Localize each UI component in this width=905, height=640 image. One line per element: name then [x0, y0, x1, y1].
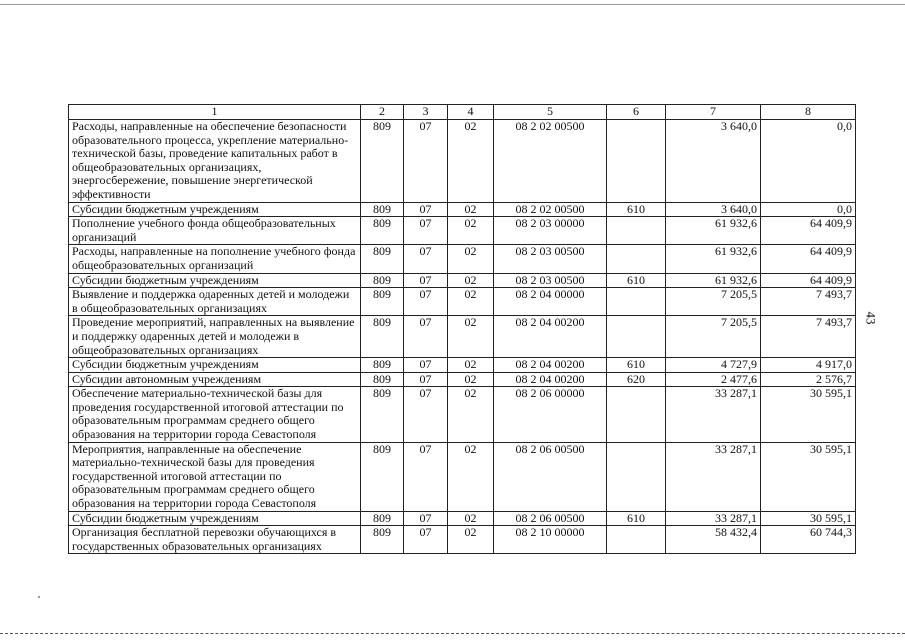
scan-speck — [38, 596, 40, 598]
row-section: 07 — [404, 120, 448, 203]
table-row — [69, 358, 856, 373]
row-section: 07 — [404, 526, 448, 554]
row-subsection: 02 — [448, 526, 494, 554]
row-subsection: 02 — [448, 387, 494, 442]
row-section: 07 — [404, 288, 448, 316]
row-amount-7: 4 727,9 — [666, 358, 761, 373]
row-amount-8: 4 917,0 — [761, 358, 856, 373]
row-amount-8: 30 595,1 — [761, 511, 856, 526]
row-amount-7: 3 640,0 — [666, 120, 761, 203]
row-name: Организация бесплатной перевозки обучающихся в государственных образовательных организациях — [69, 526, 361, 554]
row-name: Обеспечение материально-технической базы для проведения государственной итоговой аттестации по образовательным программам среднего общего образования на территории города Севастополя — [69, 387, 361, 442]
row-amount-7: 33 287,1 — [666, 442, 761, 511]
row-ministry-code: 809 — [361, 526, 404, 554]
row-subsection: 02 — [448, 273, 494, 288]
row-section: 07 — [404, 511, 448, 526]
row-section: 07 — [404, 316, 448, 358]
top-border-line — [0, 4, 905, 5]
table-row — [69, 316, 856, 358]
row-expense-type: 610 — [607, 511, 666, 526]
table-row — [69, 511, 856, 526]
row-subsection: 02 — [448, 120, 494, 203]
row-name: Мероприятия, направленные на обеспечение материально-технической базы для проведения государственной итоговой аттестации по образовательным программам среднего общего образования на территории города Севастополя — [69, 442, 361, 511]
header-row — [69, 105, 856, 120]
row-target-article: 08 2 03 00000 — [494, 217, 607, 245]
row-amount-7: 7 205,5 — [666, 288, 761, 316]
row-amount-8: 2 576,7 — [761, 372, 856, 387]
row-target-article: 08 2 04 00200 — [494, 372, 607, 387]
row-section: 07 — [404, 372, 448, 387]
row-ministry-code: 809 — [361, 387, 404, 442]
row-ministry-code: 809 — [361, 217, 404, 245]
row-ministry-code: 809 — [361, 273, 404, 288]
row-target-article: 08 2 02 00500 — [494, 202, 607, 217]
row-amount-8: 64 409,9 — [761, 273, 856, 288]
row-subsection: 02 — [448, 442, 494, 511]
row-target-article: 08 2 03 00500 — [494, 273, 607, 288]
row-subsection: 02 — [448, 358, 494, 373]
row-ministry-code: 809 — [361, 245, 404, 273]
row-section: 07 — [404, 387, 448, 442]
row-amount-8: 30 595,1 — [761, 442, 856, 511]
row-subsection: 02 — [448, 511, 494, 526]
row-section: 07 — [404, 358, 448, 373]
row-amount-7: 61 932,6 — [666, 245, 761, 273]
table-row — [69, 372, 856, 387]
row-name: Пополнение учебного фонда общеобразовательных организаций — [69, 217, 361, 245]
row-target-article: 08 2 04 00000 — [494, 288, 607, 316]
row-ministry-code: 809 — [361, 288, 404, 316]
row-ministry-code: 809 — [361, 442, 404, 511]
row-name: Расходы, направленные на пополнение учебного фонда общеобразовательных организаций — [69, 245, 361, 273]
row-amount-8: 64 409,9 — [761, 245, 856, 273]
column-header-2: 2 — [361, 105, 404, 120]
row-name: Выявление и поддержка одаренных детей и молодежи в общеобразовательных организациях — [69, 288, 361, 316]
column-header-3: 3 — [404, 105, 448, 120]
row-target-article: 08 2 06 00500 — [494, 442, 607, 511]
column-header-8: 8 — [761, 105, 856, 120]
row-amount-7: 61 932,6 — [666, 273, 761, 288]
row-subsection: 02 — [448, 288, 494, 316]
row-name: Субсидии автономным учреждениям — [69, 372, 361, 387]
row-amount-8: 0,0 — [761, 120, 856, 203]
row-expense-type: 610 — [607, 273, 666, 288]
row-section: 07 — [404, 217, 448, 245]
row-name: Расходы, направленные на обеспечение безопасности образовательного процесса, укрепление материально-технической базы, проведение капитальных работ в общеобразовательных организациях, энергосбережение, повышение энергетической эффективности — [69, 120, 361, 203]
row-amount-7: 3 640,0 — [666, 202, 761, 217]
column-header-6: 6 — [607, 105, 666, 120]
row-expense-type — [607, 217, 666, 245]
row-expense-type: 610 — [607, 358, 666, 373]
row-amount-7: 33 287,1 — [666, 511, 761, 526]
row-expense-type: 620 — [607, 372, 666, 387]
row-ministry-code: 809 — [361, 120, 404, 203]
row-subsection: 02 — [448, 372, 494, 387]
row-ministry-code: 809 — [361, 511, 404, 526]
row-subsection: 02 — [448, 316, 494, 358]
table-body — [69, 120, 856, 554]
row-target-article: 08 2 04 00200 — [494, 316, 607, 358]
row-subsection: 02 — [448, 217, 494, 245]
row-name: Субсидии бюджетным учреждениям — [69, 202, 361, 217]
row-expense-type — [607, 120, 666, 203]
row-target-article: 08 2 02 00500 — [494, 120, 607, 203]
row-amount-7: 2 477,6 — [666, 372, 761, 387]
row-target-article: 08 2 03 00500 — [494, 245, 607, 273]
row-amount-8: 30 595,1 — [761, 387, 856, 442]
row-expense-type — [607, 288, 666, 316]
row-ministry-code: 809 — [361, 372, 404, 387]
column-header-4: 4 — [448, 105, 494, 120]
table-row — [69, 442, 856, 511]
row-target-article: 08 2 06 00000 — [494, 387, 607, 442]
row-name: Субсидии бюджетным учреждениям — [69, 273, 361, 288]
row-ministry-code: 809 — [361, 202, 404, 217]
row-target-article: 08 2 04 00200 — [494, 358, 607, 373]
row-expense-type — [607, 387, 666, 442]
row-name: Субсидии бюджетным учреждениям — [69, 358, 361, 373]
column-header-5: 5 — [494, 105, 607, 120]
table-row — [69, 273, 856, 288]
table-row — [69, 217, 856, 245]
row-expense-type: 610 — [607, 202, 666, 217]
row-section: 07 — [404, 202, 448, 217]
row-section: 07 — [404, 442, 448, 511]
budget-table — [68, 104, 856, 554]
row-amount-7: 33 287,1 — [666, 387, 761, 442]
row-ministry-code: 809 — [361, 358, 404, 373]
table-row — [69, 387, 856, 442]
page-number: 43 — [863, 311, 879, 325]
table-row — [69, 245, 856, 273]
row-subsection: 02 — [448, 245, 494, 273]
row-subsection: 02 — [448, 202, 494, 217]
bottom-border-line — [0, 633, 905, 634]
column-header-7: 7 — [666, 105, 761, 120]
row-target-article: 08 2 06 00500 — [494, 511, 607, 526]
row-amount-8: 7 493,7 — [761, 316, 856, 358]
row-amount-7: 58 432,4 — [666, 526, 761, 554]
row-amount-8: 64 409,9 — [761, 217, 856, 245]
row-expense-type — [607, 316, 666, 358]
row-amount-7: 7 205,5 — [666, 316, 761, 358]
row-target-article: 08 2 10 00000 — [494, 526, 607, 554]
row-name: Проведение мероприятий, направленных на выявление и поддержку одаренных детей и молодежи в общеобразовательных организациях — [69, 316, 361, 358]
row-expense-type — [607, 245, 666, 273]
column-header-1: 1 — [69, 105, 361, 120]
row-section: 07 — [404, 273, 448, 288]
row-name: Субсидии бюджетным учреждениям — [69, 511, 361, 526]
table-row — [69, 526, 856, 554]
row-expense-type — [607, 442, 666, 511]
table-row — [69, 202, 856, 217]
row-expense-type — [607, 526, 666, 554]
row-amount-8: 0,0 — [761, 202, 856, 217]
row-amount-8: 60 744,3 — [761, 526, 856, 554]
row-ministry-code: 809 — [361, 316, 404, 358]
table-row — [69, 120, 856, 203]
table-row — [69, 288, 856, 316]
row-amount-8: 7 493,7 — [761, 288, 856, 316]
row-amount-7: 61 932,6 — [666, 217, 761, 245]
row-section: 07 — [404, 245, 448, 273]
